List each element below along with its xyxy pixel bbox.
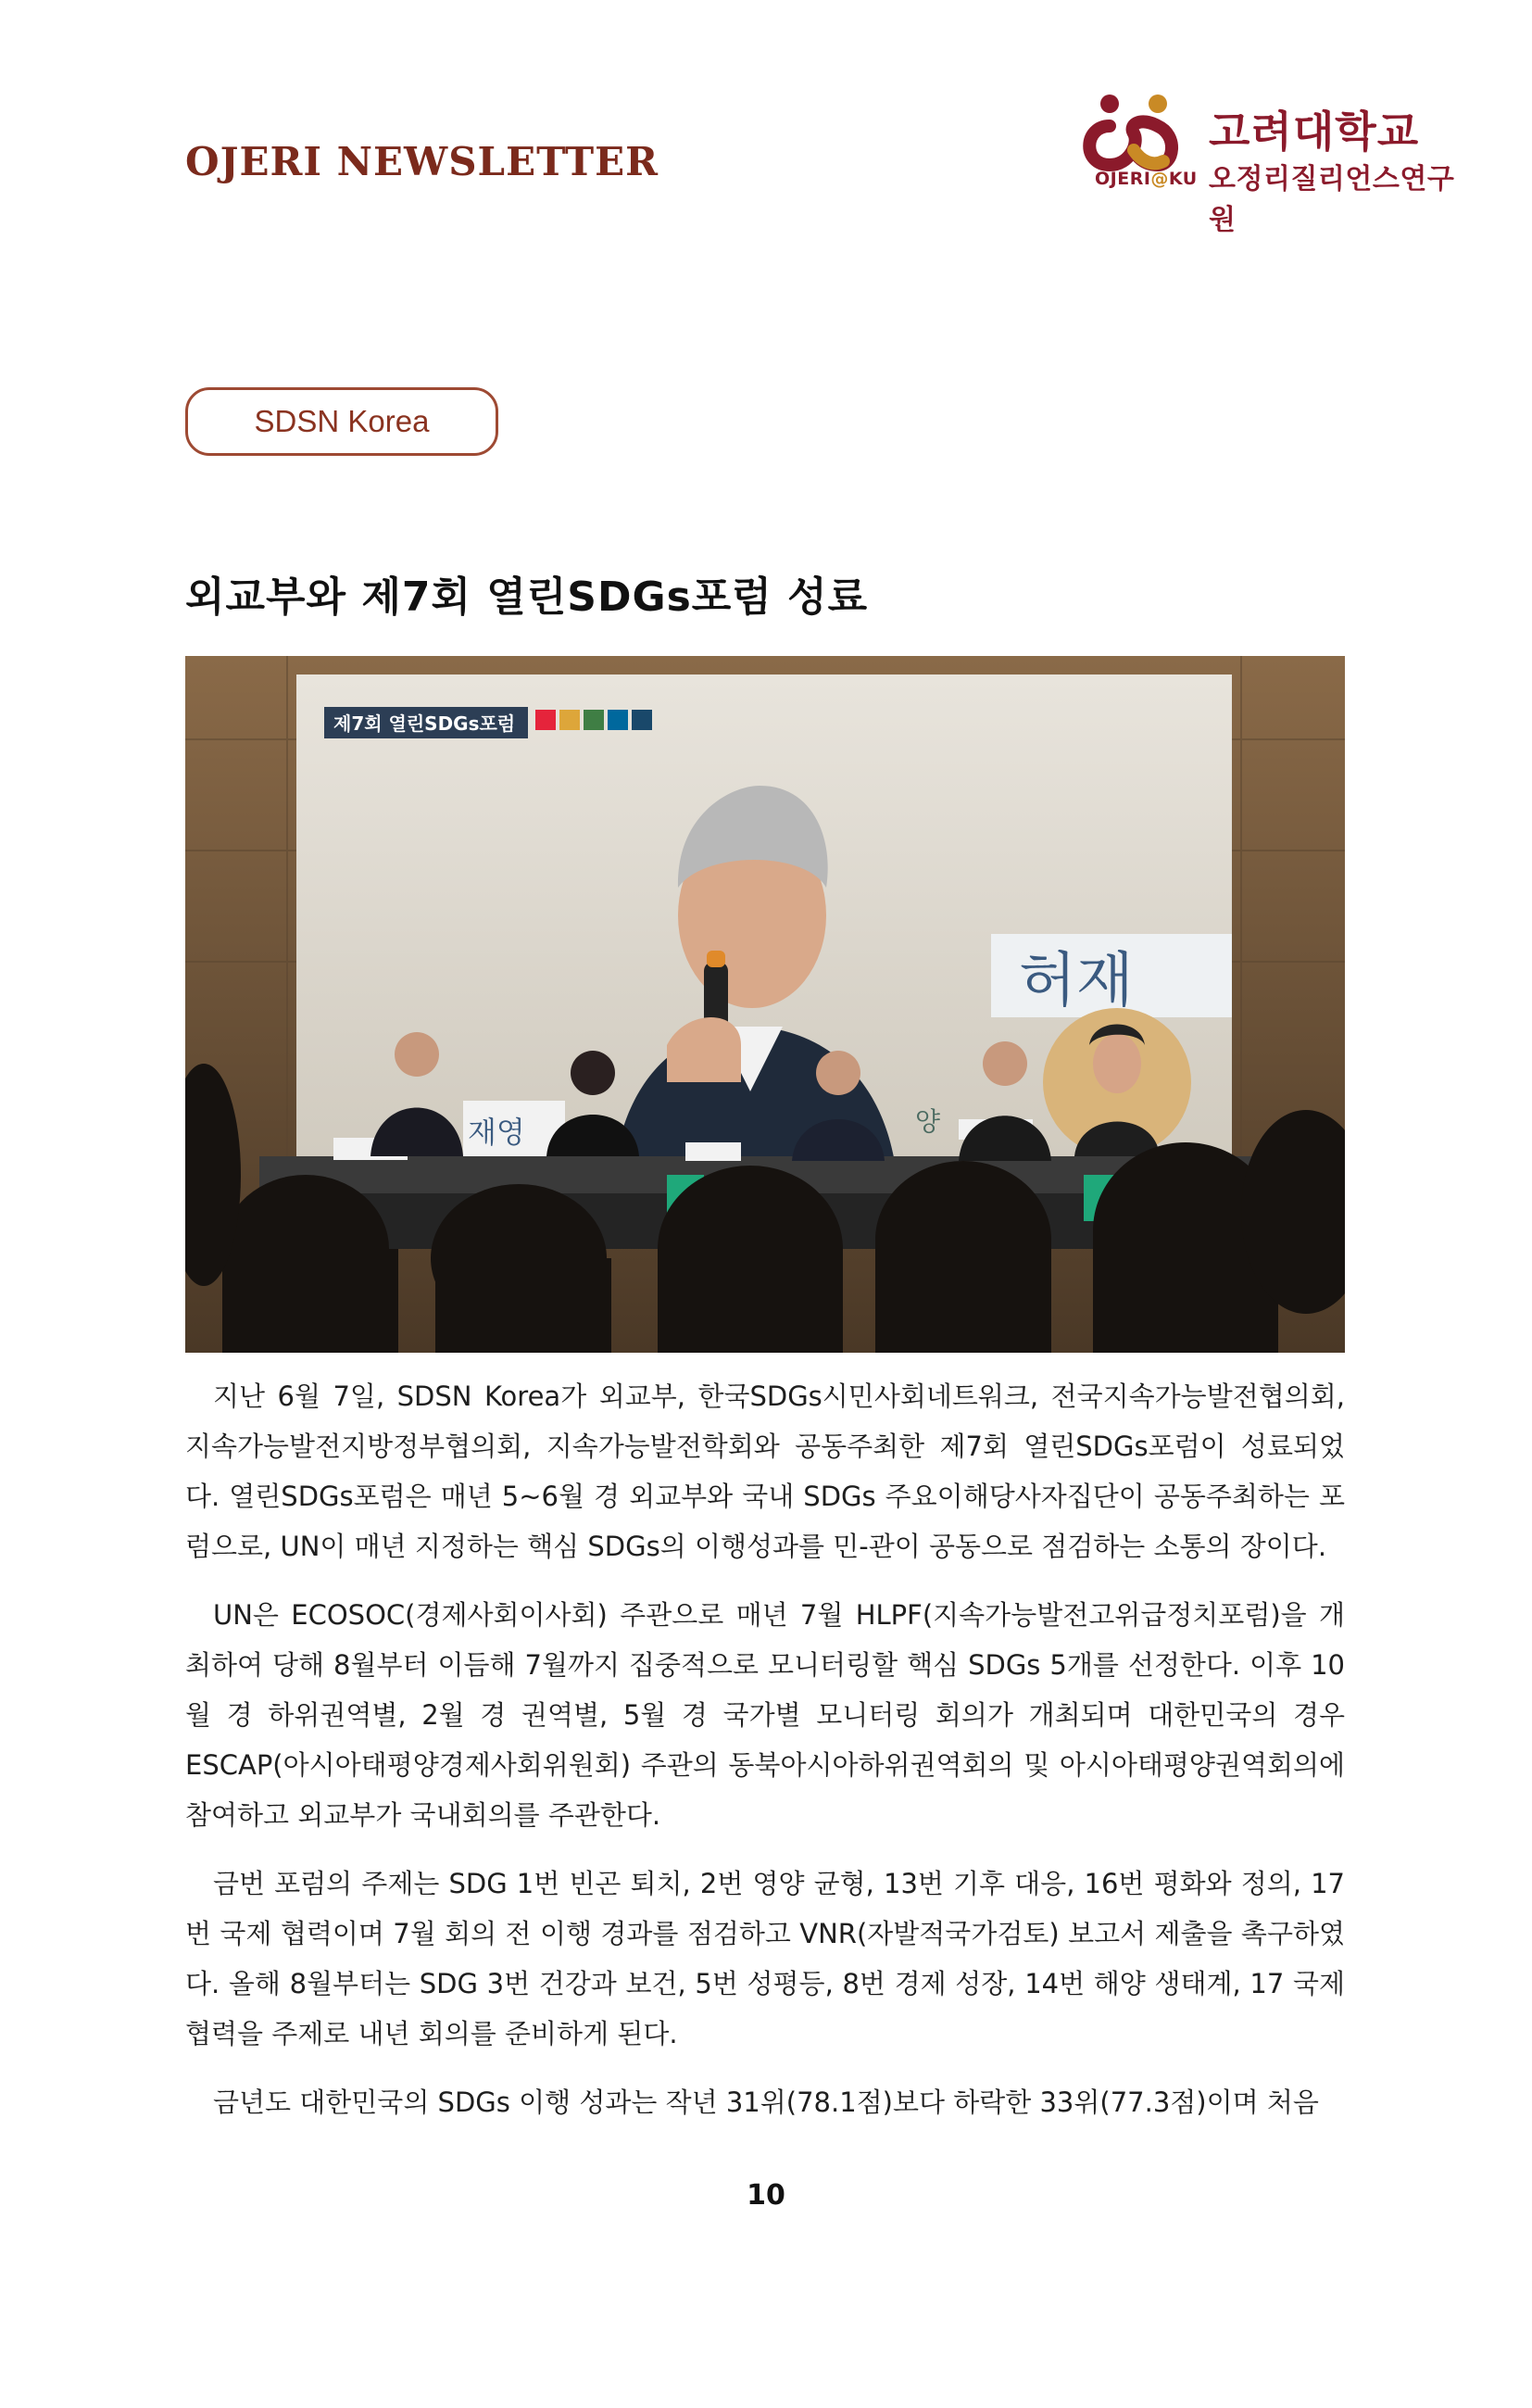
ojeri-logo — [1074, 91, 1463, 236]
article-paragraph: UN은 ECOSOC(경제사회이사회) 주관으로 매년 7월 HLPF(지속가능발전고위급정치포럼)을 개최하여 당해 8월부터 이듬해 7월까지 집중적으로 모니터링할 핵심 SDGs 5개를 선정한다. 이후 10월 경 하위권역별, 2월 경 권역별, 5월 경 국가별 모니터링 회의가 개최되며 대한민국의 경우 ESCAP(아시아태평양경제사회위원회) 주관의 동북아시아하위권역회의 및 아시아태평양권역회의에 참여하고 외교부가 국내회의를 주관한다. — [185, 1599, 1345, 1831]
table-name-text-2: 양 — [915, 1106, 941, 1137]
article-body — [185, 1371, 1345, 2146]
ojeri-logo-mark-icon — [1074, 91, 1204, 174]
screen-caption: 제7회 열린SDGs포럼 — [333, 712, 516, 735]
screen-name-text: 허재 — [1019, 947, 1134, 1015]
article-paragraph: 금년도 대한민국의 SDGs 이행 성과는 작년 31위(78.1점)보다 하락한 33위(77.3점)이며 처음 — [213, 2087, 1319, 2118]
newsletter-title: OJERI NEWSLETTER — [185, 139, 659, 184]
section-tag: SDSN Korea — [185, 387, 498, 456]
forum-photo-illustration — [185, 656, 1345, 1353]
article-paragraph: 지난 6월 7일, SDSN Korea가 외교부, 한국SDGs시민사회네트워크, 전국지속가능발전협의회, 지속가능발전지방정부협의회, 지속가능발전학회와 공동주최한 제7회 열린SDGs포럼이 성료되었다. 열린SDGs포럼은 매년 5~6월 경 외교부와 국내 SDGs 주요이해당사자집단이 공동주최하는 포럼으로, UN이 매년 지정하는 핵심 SDGs의 이행성과를 민-관이 공동으로 점검하는 소통의 장이다. — [185, 1381, 1345, 1562]
logo-university-name: 고려대학교 — [1209, 107, 1420, 157]
article-photo — [185, 656, 1345, 1353]
article-title: 외교부와 제7회 열린SDGs포럼 성료 — [185, 574, 869, 621]
logo-sub-text: OJERI@KU — [1095, 169, 1198, 189]
page-number: 10 — [747, 2179, 785, 2212]
table-name-text: 재영 — [468, 1115, 525, 1150]
article-paragraph: 금번 포럼의 주제는 SDG 1번 빈곤 퇴치, 2번 영양 균형, 13번 기후 대응, 16번 평화와 정의, 17번 국제 협력이며 7월 회의 전 이행 경과를 점검하고 VNR(자발적국가검토) 보고서 제출을 촉구하였다. 올해 8월부터는 SDG 3번 건강과 보건, 5번 성평등, 8번 경제 성장, 14번 해양 생태계, 17 국제 협력을 주제로 내년 회의를 준비하게 된다. — [185, 1868, 1345, 2049]
logo-institute-name: 오정리질리언스연구원 — [1209, 163, 1455, 236]
